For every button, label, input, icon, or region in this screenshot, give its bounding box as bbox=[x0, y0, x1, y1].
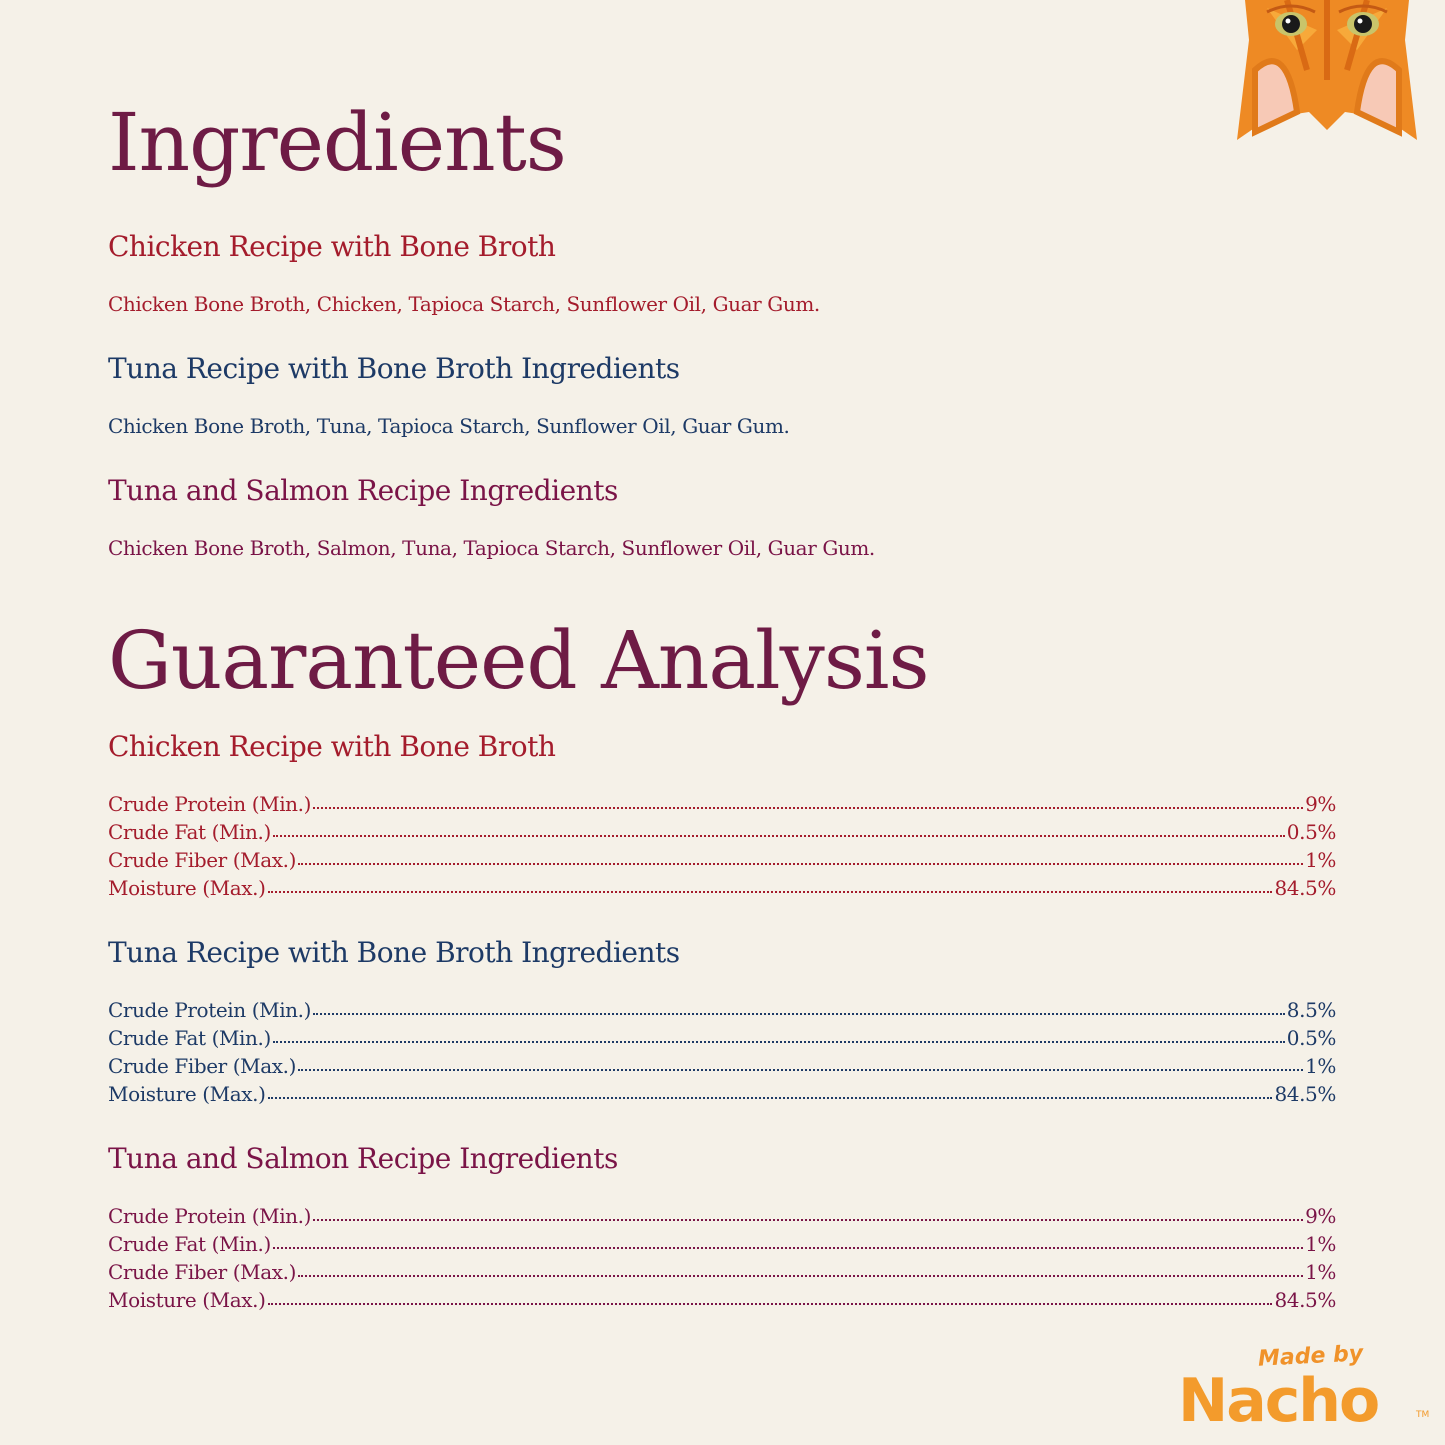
row-value: 0.5% bbox=[1286, 820, 1336, 844]
dot-leader bbox=[268, 889, 1273, 893]
analysis-row bbox=[108, 876, 1336, 904]
analysis-row bbox=[108, 1082, 1336, 1110]
dot-leader bbox=[313, 1217, 1303, 1221]
row-value: 84.5% bbox=[1274, 876, 1336, 900]
row-label: Crude Fiber (Max.) bbox=[108, 1260, 297, 1284]
dot-leader bbox=[273, 1245, 1303, 1249]
dot-leader bbox=[298, 1273, 1303, 1277]
analysis-row bbox=[108, 1288, 1336, 1316]
row-label: Moisture (Max.) bbox=[108, 1082, 266, 1106]
row-value: 9% bbox=[1305, 1204, 1336, 1228]
analysis-row bbox=[108, 1204, 1336, 1232]
dot-leader bbox=[273, 833, 1285, 837]
analysis-table-tuna bbox=[108, 998, 1336, 1110]
made-by-label: Made by bbox=[1257, 1341, 1364, 1372]
analysis-row bbox=[108, 820, 1336, 848]
row-value: 84.5% bbox=[1274, 1288, 1336, 1312]
dot-leader bbox=[268, 1095, 1273, 1099]
row-label: Crude Fat (Min.) bbox=[108, 820, 271, 844]
row-value: 0.5% bbox=[1286, 1026, 1336, 1050]
ingredients-recipe-salmon-list: Chicken Bone Broth, Salmon, Tuna, Tapioca Starch, Sunflower Oil, Guar Gum. bbox=[108, 536, 875, 560]
analysis-table-chicken bbox=[108, 792, 1336, 904]
row-label: Crude Protein (Min.) bbox=[108, 998, 312, 1022]
brand-name: Nacho bbox=[1178, 1366, 1379, 1436]
analysis-row bbox=[108, 1260, 1336, 1288]
row-value: 1% bbox=[1305, 1054, 1336, 1078]
ingredients-recipe-salmon-title: Tuna and Salmon Recipe Ingredients bbox=[108, 474, 618, 507]
row-value: 1% bbox=[1305, 1260, 1336, 1284]
row-label: Crude Protein (Min.) bbox=[108, 792, 312, 816]
row-value: 1% bbox=[1305, 848, 1336, 872]
dot-leader bbox=[298, 1067, 1303, 1071]
analysis-row bbox=[108, 848, 1336, 876]
row-label: Crude Fiber (Max.) bbox=[108, 1054, 297, 1078]
analysis-row bbox=[108, 998, 1336, 1026]
trademark-mark: TM bbox=[1416, 1410, 1430, 1420]
analysis-row bbox=[108, 792, 1336, 820]
analysis-recipe-chicken-title: Chicken Recipe with Bone Broth bbox=[108, 730, 556, 763]
analysis-row bbox=[108, 1054, 1336, 1082]
cat-face-icon bbox=[1227, 0, 1427, 145]
row-value: 84.5% bbox=[1274, 1082, 1336, 1106]
dot-leader bbox=[313, 805, 1303, 809]
brand-logo bbox=[1172, 1341, 1434, 1436]
row-label: Moisture (Max.) bbox=[108, 876, 266, 900]
ingredients-recipe-chicken-title: Chicken Recipe with Bone Broth bbox=[108, 230, 556, 263]
row-label: Crude Fat (Min.) bbox=[108, 1026, 271, 1050]
analysis-table-salmon bbox=[108, 1204, 1336, 1316]
ingredients-title: Ingredients bbox=[108, 96, 566, 189]
row-label: Crude Fat (Min.) bbox=[108, 1232, 271, 1256]
row-label: Crude Protein (Min.) bbox=[108, 1204, 312, 1228]
ingredients-recipe-tuna-list: Chicken Bone Broth, Tuna, Tapioca Starch, Sunflower Oil, Guar Gum. bbox=[108, 414, 790, 438]
ingredients-recipe-chicken-list: Chicken Bone Broth, Chicken, Tapioca Starch, Sunflower Oil, Guar Gum. bbox=[108, 292, 820, 316]
row-label: Moisture (Max.) bbox=[108, 1288, 266, 1312]
row-label: Crude Fiber (Max.) bbox=[108, 848, 297, 872]
dot-leader bbox=[268, 1301, 1273, 1305]
analysis-recipe-tuna-title: Tuna Recipe with Bone Broth Ingredients bbox=[108, 936, 680, 969]
dot-leader bbox=[298, 861, 1303, 865]
row-value: 1% bbox=[1305, 1232, 1336, 1256]
row-value: 8.5% bbox=[1286, 998, 1336, 1022]
ingredients-recipe-tuna-title: Tuna Recipe with Bone Broth Ingredients bbox=[108, 352, 680, 385]
analysis-row bbox=[108, 1026, 1336, 1054]
row-value: 9% bbox=[1305, 792, 1336, 816]
dot-leader bbox=[313, 1011, 1285, 1015]
analysis-recipe-salmon-title: Tuna and Salmon Recipe Ingredients bbox=[108, 1142, 618, 1175]
analysis-title: Guaranteed Analysis bbox=[108, 614, 929, 707]
dot-leader bbox=[273, 1039, 1285, 1043]
analysis-row bbox=[108, 1232, 1336, 1260]
